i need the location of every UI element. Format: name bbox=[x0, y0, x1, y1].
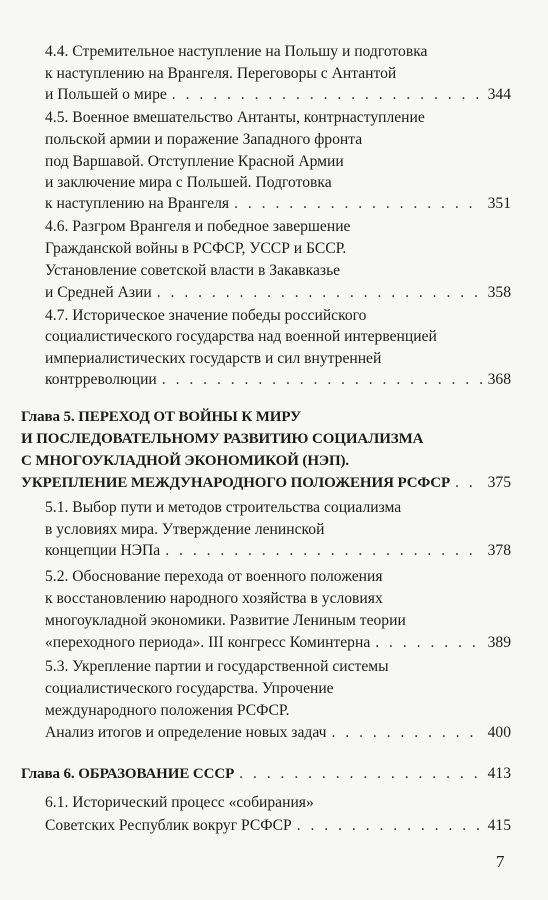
toc-entry-4-7-line-4: контрреволюции bbox=[45, 371, 157, 388]
toc-entry-4-6-line-1: 4.6. Разгром Врангеля и победное завершение bbox=[45, 218, 351, 235]
toc-entry-4-5-line-1: 4.5. Военное вмешательство Антанты, контрнаступление bbox=[45, 109, 425, 126]
dot-leader bbox=[297, 815, 483, 837]
dot-leader bbox=[234, 193, 483, 215]
dot-leader bbox=[162, 369, 483, 391]
toc-entry-5-3-line-4: Анализ итогов и определение новых задач bbox=[45, 724, 327, 741]
dot-leader bbox=[157, 282, 483, 304]
toc-entry-5-2-line-1: 5.2. Обоснование перехода от военного положения bbox=[45, 568, 383, 585]
toc-chapter-5-page: 375 bbox=[487, 474, 511, 491]
toc-entry-5-2-last bbox=[45, 632, 511, 654]
toc-entry-5-3-line-1: 5.3. Укрепление партии и государственной системы bbox=[45, 658, 389, 675]
toc-chapter-6 bbox=[21, 763, 511, 785]
dot-leader bbox=[239, 763, 482, 785]
toc-entry-4-4-last bbox=[45, 84, 511, 106]
dot-leader bbox=[455, 472, 483, 494]
toc-entry-4-5-line-5: к наступлению на Врангеля bbox=[45, 195, 230, 212]
toc-entry-5-3-page: 400 bbox=[487, 724, 511, 741]
page-number: 7 bbox=[496, 852, 505, 871]
toc-entry-5-2-line-2: к восстановлению народного хозяйства в условиях bbox=[45, 590, 383, 607]
toc-entry-4-4-page: 344 bbox=[487, 86, 511, 103]
toc-entry-4-5-line-3: под Варшавой. Отступление Красной Армии bbox=[45, 153, 344, 170]
dot-leader bbox=[165, 540, 482, 562]
toc-entry-4-6-line-2: Гражданской войны в РСФСР, УССР и БССР. bbox=[45, 240, 347, 257]
dot-leader bbox=[331, 722, 482, 744]
toc-entry-5-3-last bbox=[45, 722, 511, 744]
toc-entry-4-5-last bbox=[45, 193, 511, 215]
toc-entry-5-2-page: 389 bbox=[487, 634, 511, 651]
toc-entry-4-7-last bbox=[45, 369, 511, 391]
toc-entry-5-2-line-4: «переходного периода». III конгресс Коминтерна bbox=[45, 634, 371, 651]
toc-entry-4-6-line-3: Установление советской власти в Закавказье bbox=[45, 262, 341, 279]
toc-entry-5-1-page: 378 bbox=[487, 542, 511, 559]
toc-entry-5-1-line-3: концепции НЭПа bbox=[45, 542, 161, 559]
dot-leader bbox=[375, 632, 482, 654]
toc-chapter-5-line-3: С МНОГОУКЛАДНОЙ ЭКОНОМИКОЙ (НЭП). bbox=[21, 453, 350, 469]
toc-chapter-6-title: Глава 6. ОБРАЗОВАНИЕ СССР bbox=[21, 766, 235, 782]
toc-entry-5-3-line-3: международного положения РСФСР. bbox=[45, 702, 290, 719]
toc-entry-4-4-line-1: 4.4. Стремительное наступление на Польшу и подготовка bbox=[45, 43, 428, 60]
toc-entry-5-1-line-2: в условиях мира. Утверждение ленинской bbox=[45, 521, 325, 538]
toc-entry-4-7-page: 368 bbox=[487, 371, 511, 388]
toc-chapter-5-line-2: И ПОСЛЕДОВАТЕЛЬНОМУ РАЗВИТИЮ СОЦИАЛИЗМА bbox=[21, 431, 424, 447]
toc-entry-6-1-page: 415 bbox=[487, 817, 511, 834]
toc-chapter-5-last bbox=[21, 472, 511, 494]
toc-chapter-5-line-1: Глава 5. ПЕРЕХОД ОТ ВОЙНЫ К МИРУ bbox=[21, 409, 301, 425]
toc-entry-6-1-line-2: Советских Республик вокруг РСФСР bbox=[45, 817, 292, 834]
toc-entry-4-5-page: 351 bbox=[487, 195, 511, 212]
toc-entry-4-6-line-4: и Средней Азии bbox=[45, 284, 152, 301]
toc-entry-4-5-line-2: польской армии и поражение Западного фронта bbox=[45, 131, 363, 148]
toc-entry-4-4-line-2: к наступлению на Врангеля. Переговоры с Антантой bbox=[45, 65, 397, 82]
toc-entry-6-1-line-1: 6.1. Исторический процесс «собирания» bbox=[45, 794, 314, 811]
toc-entry-4-6-page: 358 bbox=[487, 284, 511, 301]
toc-chapter-5-line-4: УКРЕПЛЕНИЕ МЕЖДУНАРОДНОГО ПОЛОЖЕНИЯ РСФСР bbox=[21, 475, 451, 491]
toc-entry-4-7-line-2: социалистического государства над военной интервенцией bbox=[45, 328, 437, 345]
toc-entry-4-7-line-1: 4.7. Историческое значение победы российского bbox=[45, 307, 367, 324]
toc-chapter-6-page: 413 bbox=[487, 765, 511, 782]
toc-entry-5-2-line-3: многоукладной экономики. Развитие Лениным теории bbox=[45, 612, 406, 629]
toc-entry-4-6-last bbox=[45, 282, 511, 304]
toc-entry-4-5-line-4: и заключение мира с Польшей. Подготовка bbox=[45, 174, 332, 191]
toc-entry-4-4-line-3: и Польшей о мире bbox=[45, 86, 167, 103]
toc-entry-5-3-line-2: социалистического государства. Упрочение bbox=[45, 680, 334, 697]
dot-leader bbox=[172, 84, 483, 106]
toc-entry-4-7-line-3: империалистических государств и сил внутренней bbox=[45, 350, 382, 367]
toc-entry-5-1-last bbox=[45, 540, 511, 562]
toc-entry-6-1-last bbox=[45, 815, 511, 837]
toc-entry-5-1-line-1: 5.1. Выбор пути и методов строительства социализма bbox=[45, 499, 402, 516]
